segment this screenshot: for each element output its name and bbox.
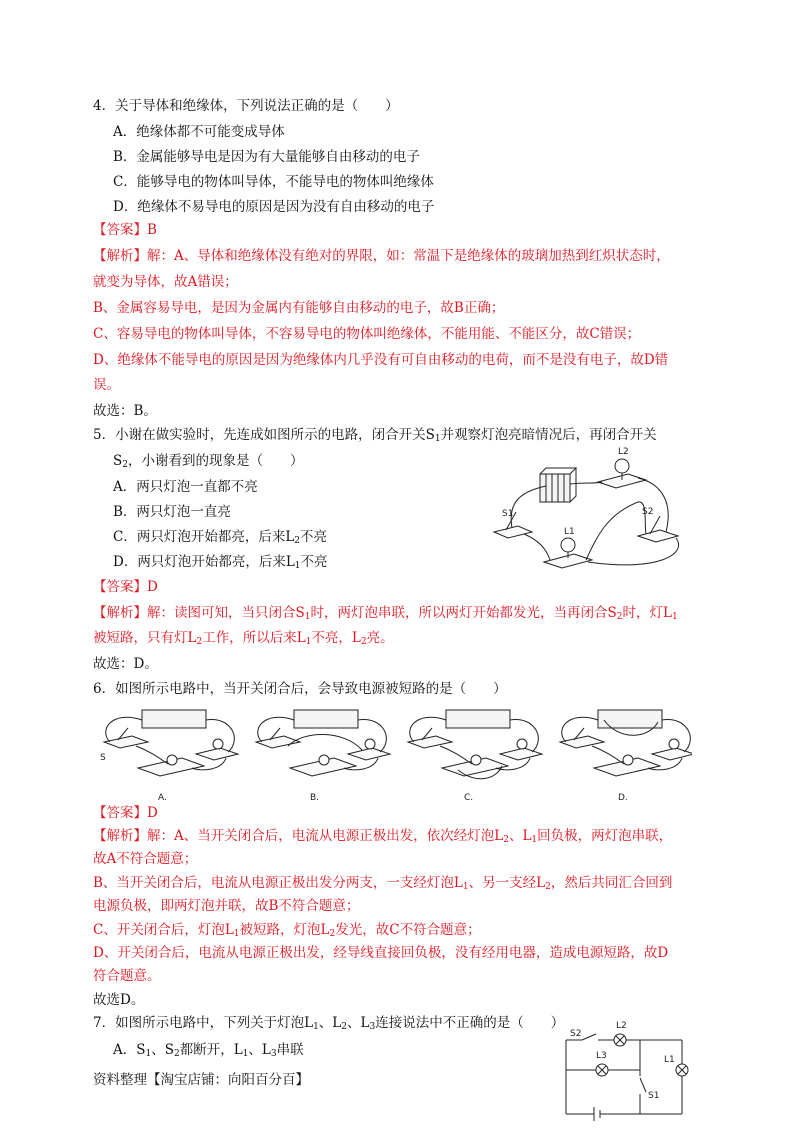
q5-stem-line2: $S_2$，小谢看到的现象是（ ） bbox=[113, 453, 304, 470]
footer-note: 资料整理【淘宝店铺：向阳百分百】 bbox=[93, 1072, 309, 1088]
q6-circuit-figures bbox=[92, 700, 692, 810]
q6-fig-caption-a: A. bbox=[158, 793, 167, 803]
q5-fig-label-s2: S2 bbox=[642, 507, 654, 517]
q6-figure-d bbox=[560, 710, 692, 776]
q6-analysis-line4: 电源负极，即两灯泡并联，故B不符合题意； bbox=[93, 898, 360, 914]
q7-option-a: A．$S_1$、$S_2$都断开，$L_1$、$L_3$串联 bbox=[113, 1042, 304, 1059]
q4-stem: 4．关于导体和绝缘体，下列说法正确的是（ ） bbox=[93, 98, 399, 114]
q5-option-d: D．两只灯泡开始都亮，后来$L_1$不亮 bbox=[113, 554, 328, 571]
q6-fig-caption-c: C. bbox=[464, 793, 474, 803]
q6-figure-a bbox=[104, 710, 238, 776]
q6-answer: 【答案】D bbox=[93, 805, 158, 821]
q4-option-a: A．绝缘体都不可能变成导体 bbox=[113, 124, 285, 140]
q6-analysis-line5: C、开关闭合后，灯泡$L_1$被短路，灯泡$L_2$发光，故C不符合题意； bbox=[93, 922, 481, 939]
q5-fig-label-l1: L1 bbox=[564, 527, 575, 537]
q5-analysis-line2: 被短路，只有灯$L_2$工作，所以后来$L_1$不亮，$L_2$亮。 bbox=[93, 630, 394, 647]
q5-option-c: C．两只灯泡开始都亮，后来$L_2$不亮 bbox=[113, 529, 328, 546]
q6-analysis-line2: 故A不符合题意； bbox=[93, 851, 198, 867]
q6-analysis-line3: B、当开关闭合后，电流从电源正极出发分两支，一支经灯泡$L_1$、另一支经$L_2$，然后共同汇合回到 bbox=[93, 875, 673, 892]
q4-answer: 【答案】B bbox=[93, 222, 157, 238]
q5-analysis-line1: 【解析】解：读图可知，当只闭合$S_1$时，两灯泡串联，所以两灯开始都发光，当再闭合$S_2$时，灯$L_1$ bbox=[93, 605, 678, 622]
q7-fig-label-l1: L1 bbox=[664, 1055, 675, 1065]
q5-select: 故选：D。 bbox=[93, 656, 158, 672]
q5-answer: 【答案】D bbox=[93, 579, 158, 595]
q4-analysis-line: 误。 bbox=[93, 377, 120, 393]
q7-stem: 7．如图所示电路中，下列关于灯泡$L_1$、$L_2$、$L_3$连接说法中不正确的是（ ） bbox=[93, 1015, 565, 1032]
q4-option-c: C．能够导电的物体叫导体，不能导电的物体叫绝缘体 bbox=[113, 174, 434, 190]
q4-analysis-line: B、金属容易导电，是因为金属内有能够自由移动的电子，故B正确； bbox=[93, 300, 505, 316]
q7-fig-label-l2: L2 bbox=[616, 1021, 627, 1031]
q5-fig-label-s1: S1 bbox=[502, 509, 514, 519]
q6-analysis-line7: 符合题意。 bbox=[93, 968, 161, 984]
q5-option-b: B．两只灯泡一直亮 bbox=[113, 504, 231, 520]
q6-analysis-line6: D、开关闭合后，电流从电源正极出发，经导线直接回负极，没有经用电器，造成电源短路，故D bbox=[93, 945, 669, 961]
q6-analysis-line1: 【解析】解：A、当开关闭合后，电流从电源正极出发，依次经灯泡$L_2$、$L_1$回负极，两灯泡串联， bbox=[93, 828, 673, 845]
q7-schematic bbox=[556, 1014, 696, 1130]
q6-fig-caption-d: D. bbox=[618, 793, 628, 803]
q7-fig-label-s1: S1 bbox=[648, 1091, 660, 1101]
q5-circuit-figure bbox=[488, 444, 693, 576]
q5-fig-label-l2: L2 bbox=[618, 447, 629, 457]
q6-fig-label-s: S bbox=[100, 753, 106, 763]
q7-fig-label-l3: L3 bbox=[596, 1051, 607, 1061]
q4-analysis-line: C、容易导电的物体叫导体，不容易导电的物体叫绝缘体，不能用能、不能区分，故C错误； bbox=[93, 326, 641, 342]
q4-option-b: B．金属能够导电是因为有大量能够自由移动的电子 bbox=[113, 149, 420, 165]
q4-analysis-line: 【解析】解：A、导体和绝缘体没有绝对的界限，如：常温下是绝缘体的玻璃加热到红炽状态时， bbox=[93, 248, 670, 264]
q5-stem-line1: 5．小谢在做实验时，先连成如图所示的电路，闭合开关$S_1$并观察灯泡亮暗情况后，再闭合开关 bbox=[93, 427, 657, 444]
q6-stem: 6．如图所示电路中，当开关闭合后，会导致电源被短路的是（ ） bbox=[93, 681, 507, 697]
q7-fig-label-s2: S2 bbox=[570, 1029, 582, 1039]
q4-option-d: D．绝缘体不易导电的原因是因为没有自由移动的电子 bbox=[113, 199, 435, 215]
q6-figure-b bbox=[256, 710, 390, 776]
q6-select: 故选D。 bbox=[93, 992, 145, 1008]
q4-analysis-line: D、绝缘体不能导电的原因是因为绝缘体内几乎没有可自由移动的电荷，而不是没有电子，故D错 bbox=[93, 352, 669, 368]
q4-select: 故选：B。 bbox=[93, 403, 157, 419]
q6-fig-caption-b: B. bbox=[310, 793, 320, 803]
q5-option-a: A．两只灯泡一直都不亮 bbox=[113, 479, 258, 495]
q4-analysis-line: 就变为导体，故A错误； bbox=[93, 274, 238, 290]
q6-figure-c bbox=[408, 710, 542, 779]
